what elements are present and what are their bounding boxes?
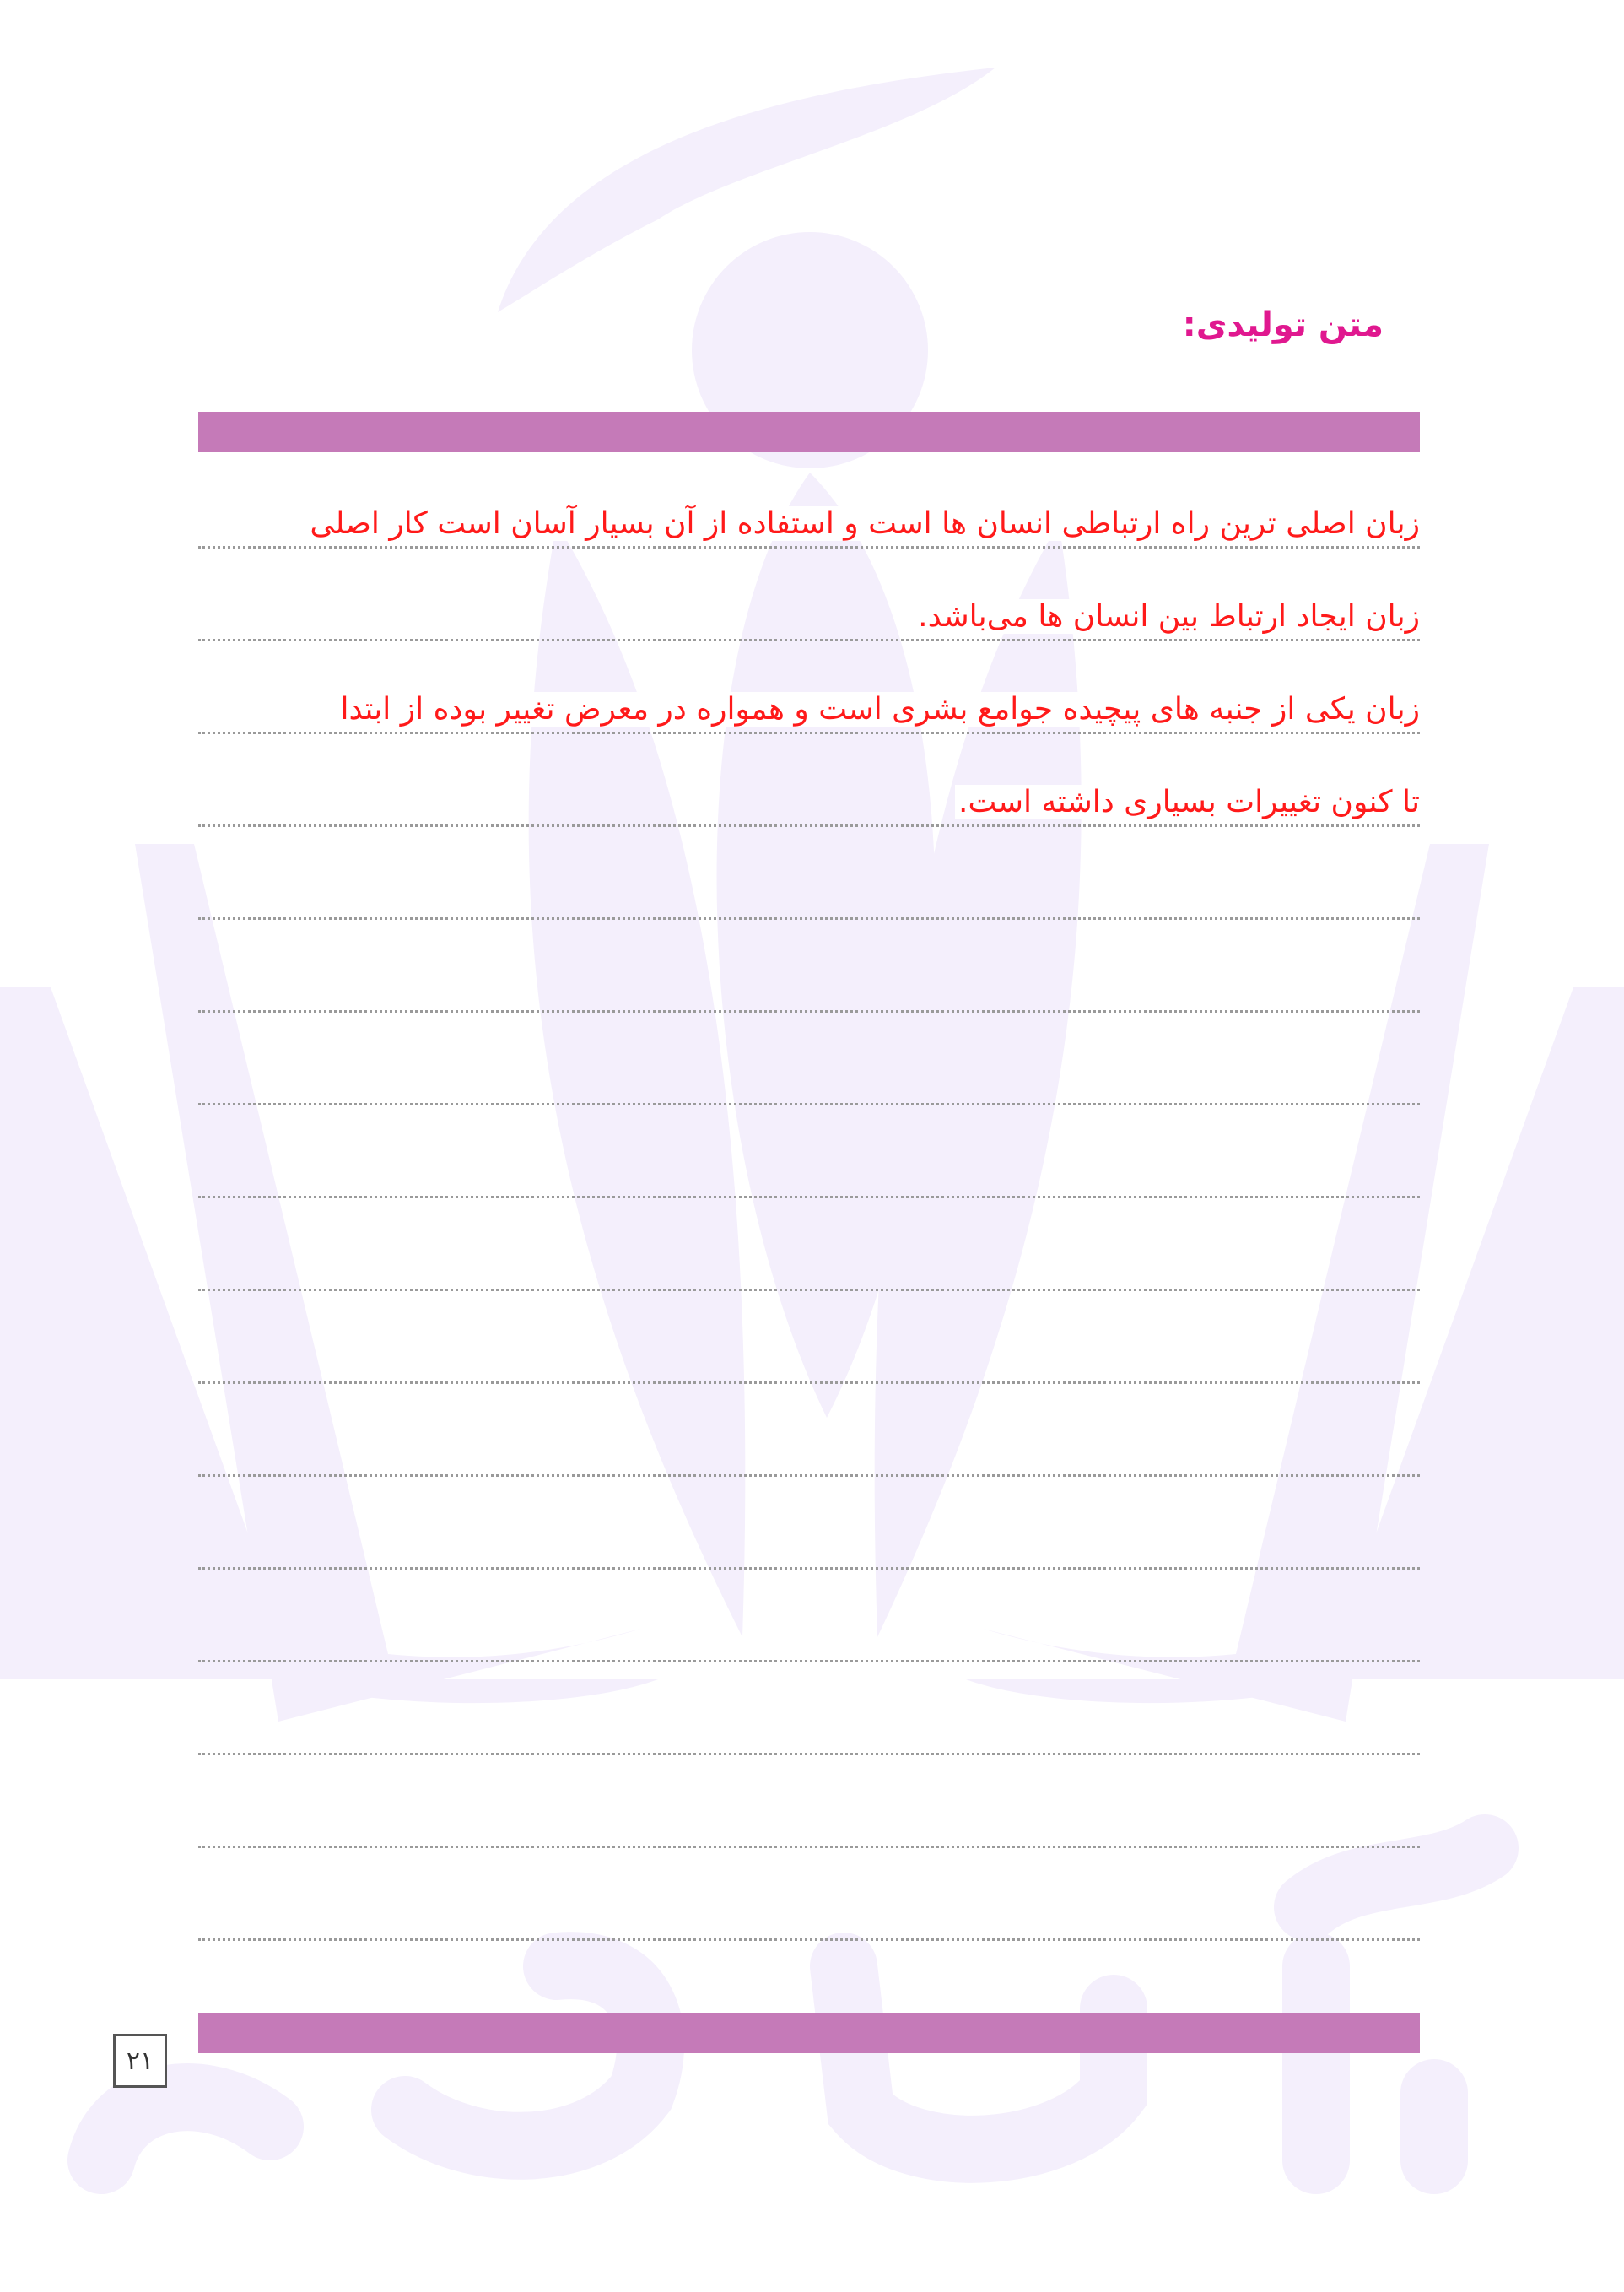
writing-line[interactable]: [198, 549, 1420, 641]
handwritten-text: زبان ایجاد ارتباط بین انسان ها می‌باشد.: [915, 599, 1420, 634]
handwritten-text: زبان یکی از جنبه های پیچیده جوامع بشری است و همواره در معرض تغییر بوده از ابتدا: [337, 692, 1420, 727]
footer-band: [198, 2013, 1420, 2053]
writing-line[interactable]: [198, 1384, 1420, 1477]
writing-line[interactable]: [198, 920, 1420, 1013]
writing-line[interactable]: [198, 641, 1420, 734]
writing-line[interactable]: [198, 734, 1420, 827]
writing-line[interactable]: [198, 1755, 1420, 1848]
writing-line[interactable]: [198, 827, 1420, 920]
page-title: متن تولیدی:: [1182, 305, 1384, 344]
writing-line[interactable]: [198, 1105, 1420, 1198]
handwritten-text: تا کنون تغییرات بسیاری داشته است.: [955, 785, 1420, 819]
writing-line[interactable]: [198, 1291, 1420, 1384]
writing-line[interactable]: [198, 1198, 1420, 1291]
header-band: [198, 412, 1420, 452]
writing-line[interactable]: [198, 456, 1420, 549]
writing-line[interactable]: [198, 1848, 1420, 1941]
writing-line[interactable]: [198, 1477, 1420, 1570]
page-number: ۲۱: [113, 2034, 167, 2088]
writing-line[interactable]: [198, 1570, 1420, 1662]
writing-line[interactable]: [198, 1662, 1420, 1755]
handwritten-text: زبان اصلی ترین راه ارتباطی انسان ها است و استفاده از آن بسیار آسان است کار اصلی: [306, 506, 1420, 541]
writing-line[interactable]: [198, 1013, 1420, 1105]
